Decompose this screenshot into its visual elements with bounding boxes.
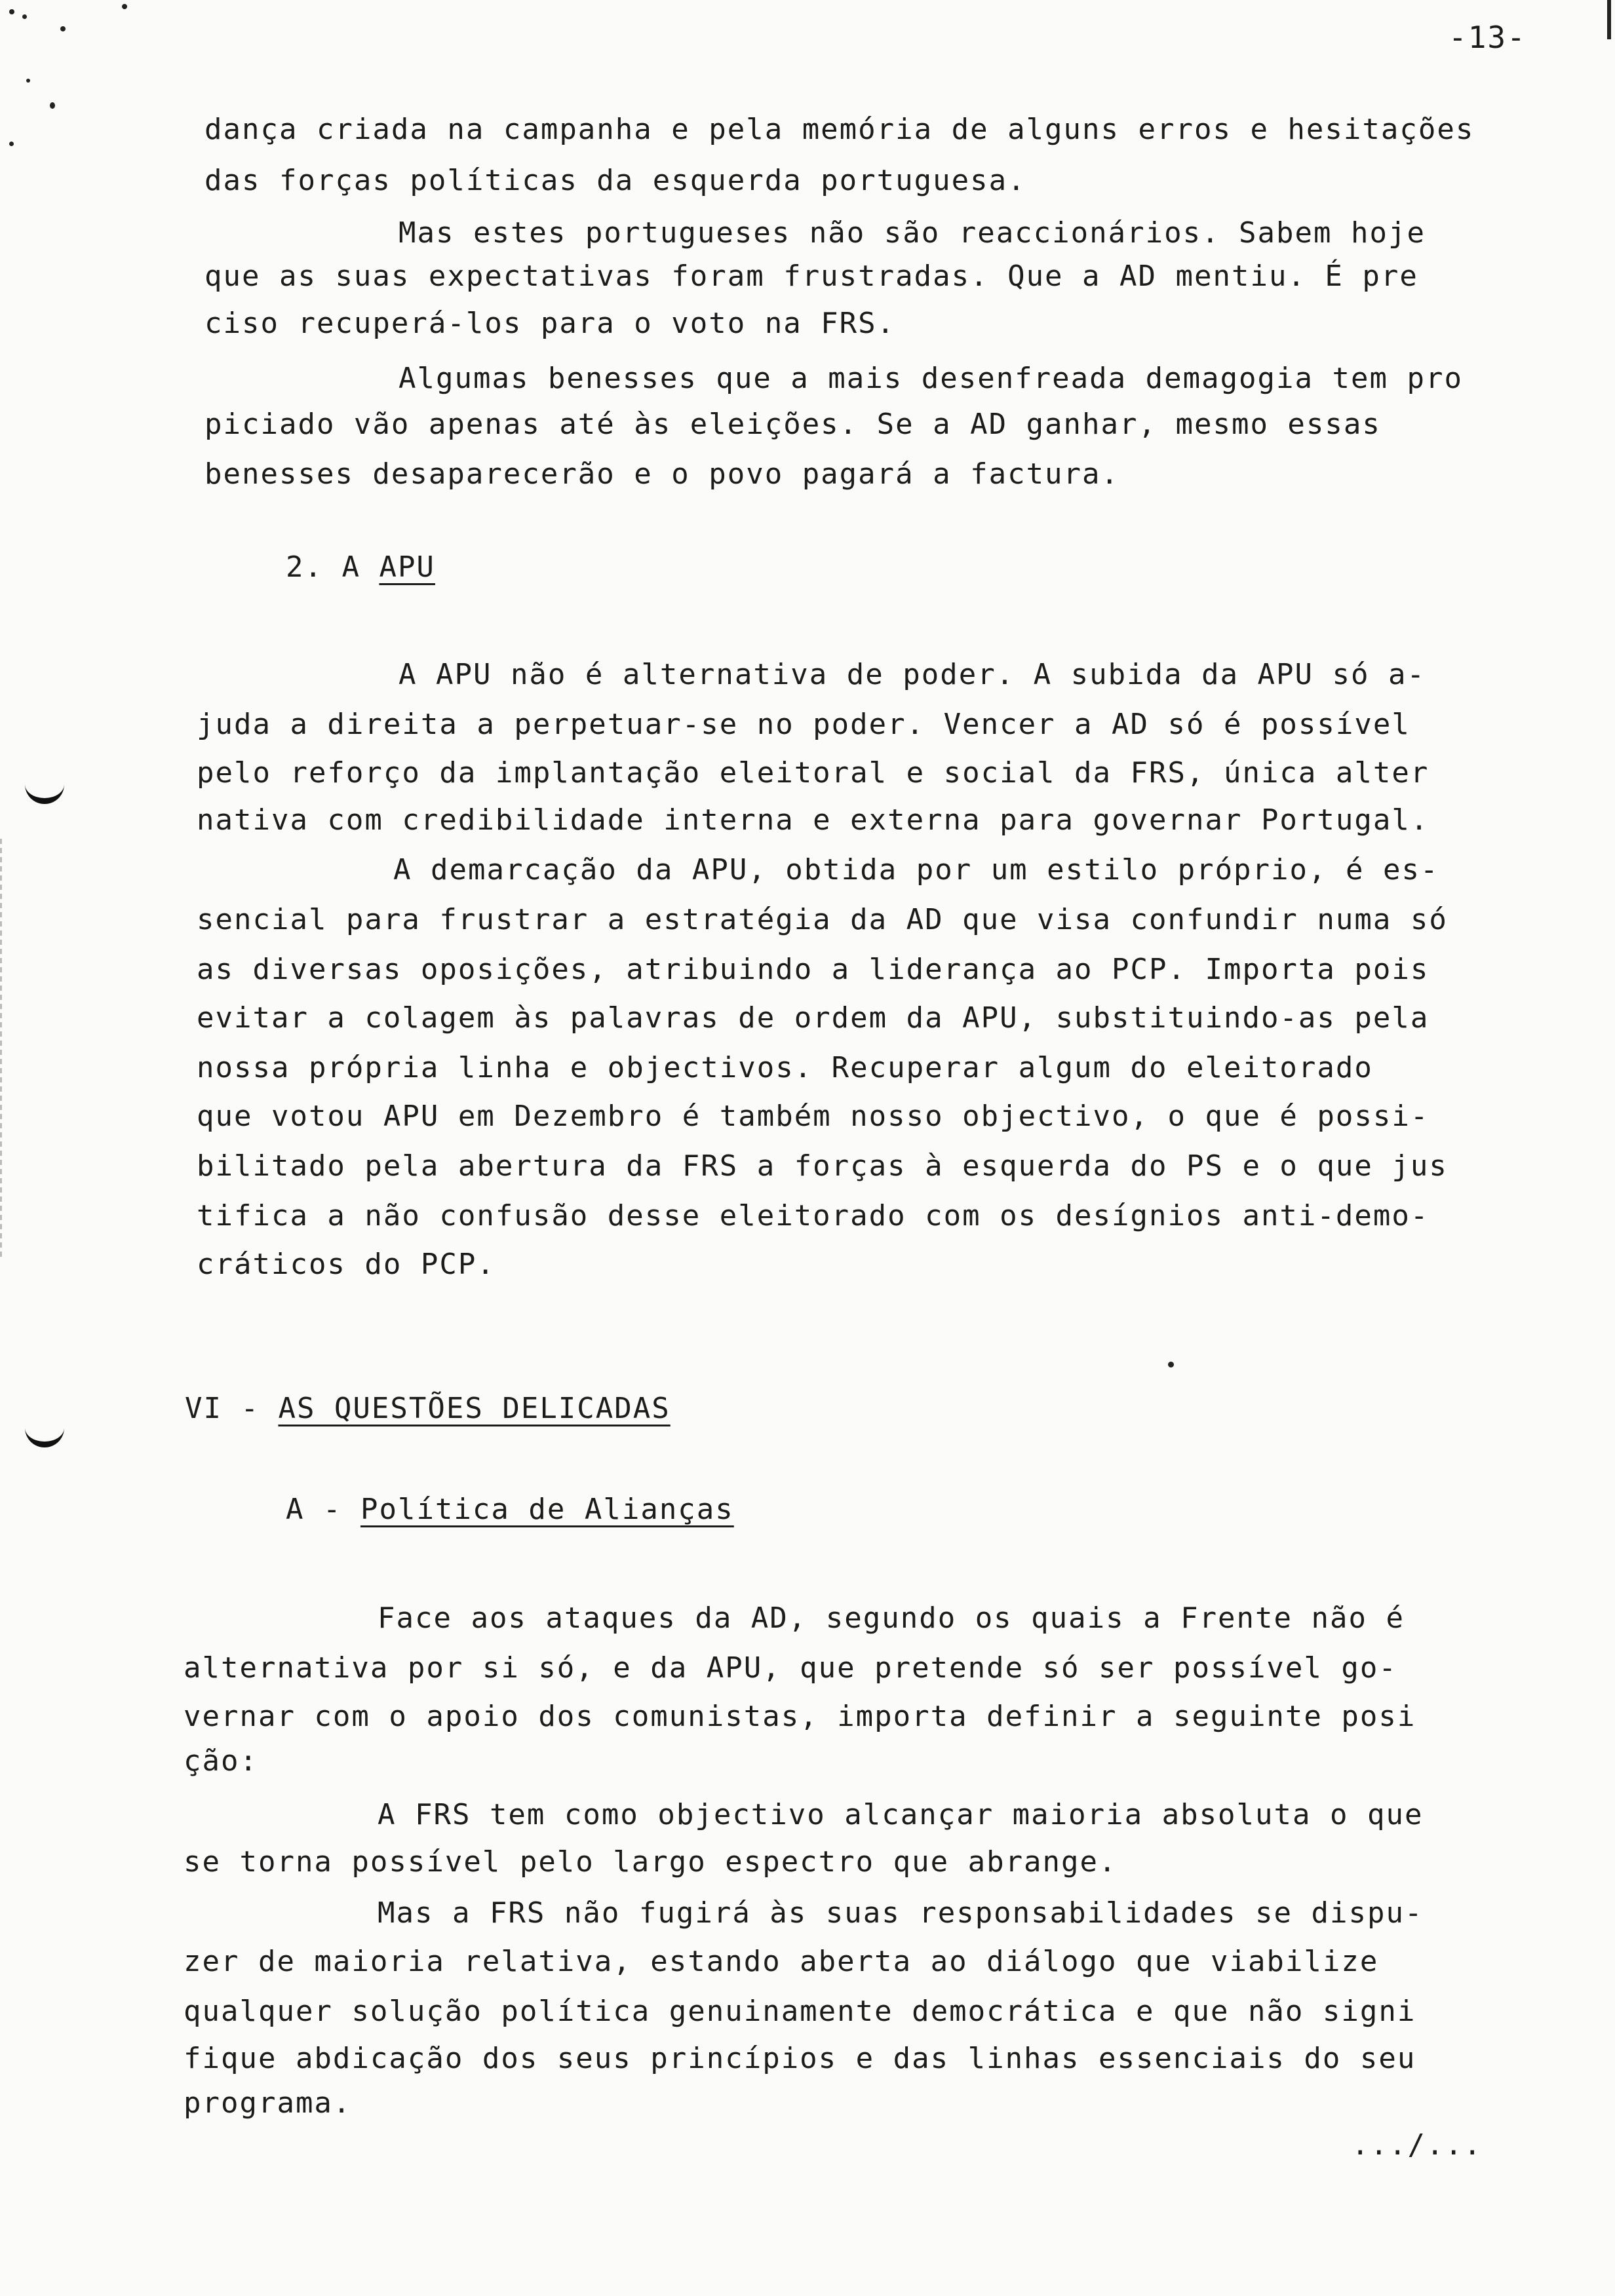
speck-mark [22, 14, 27, 19]
heading-number: 2. A [286, 550, 379, 584]
text-line: A APU não é alternativa de poder. A subida da APU só a- [399, 658, 1426, 691]
text-line: que as suas expectativas foram frustradas. Que a AD mentiu. É pre [204, 259, 1418, 293]
text-line: bilitado pela abertura da FRS a forças à esquerda do PS e o que jus [197, 1149, 1448, 1183]
heading-title: AS QUESTÕES DELICADAS [278, 1392, 671, 1425]
text-line: sencial para frustrar a estratégia da AD que visa confundir numa só [197, 903, 1448, 936]
speck-mark [1168, 1362, 1174, 1368]
heading-title: Política de Alianças [360, 1493, 734, 1526]
speck-mark [60, 26, 66, 31]
text-line: ciso recuperá-los para o voto na FRS. [204, 307, 896, 340]
speck-mark [9, 142, 14, 146]
text-line: evitar a colagem às palavras de ordem da APU, substituindo-as pela [197, 1001, 1430, 1035]
text-line: que votou APU em Dezembro é também nosso objectivo, o que é possi- [197, 1100, 1430, 1133]
apu-heading [286, 548, 435, 587]
text-line: as diversas oposições, atribuindo a liderança ao PCP. Importa pois [197, 953, 1430, 986]
hole-punch-mark [25, 1415, 64, 1447]
text-line: Face aos ataques da AD, segundo os quais a Frente não é [378, 1601, 1405, 1635]
text-line: cráticos do PCP. [197, 1248, 496, 1281]
text-line: programa. [184, 2086, 352, 2120]
speck-mark [122, 4, 127, 9]
binding-edge [0, 839, 2, 1258]
page-number: -13- [1449, 20, 1527, 55]
hole-punch-mark [25, 772, 64, 804]
subsection-a-heading [286, 1490, 734, 1529]
text-line: vernar com o apoio dos comunistas, importa definir a seguinte posi [184, 1700, 1416, 1733]
text-line: piciado vão apenas até às eleições. Se a AD ganhar, mesmo essas [204, 408, 1381, 441]
text-line: zer de maioria relativa, estando aberta ao diálogo que viabilize [184, 1945, 1379, 1978]
text-line: pelo reforço da implantação eleitoral e social da FRS, única alter [197, 756, 1430, 790]
speck-mark [26, 79, 30, 83]
speck-mark [50, 102, 55, 109]
text-line: tifica a não confusão desse eleitorado com os desígnios anti-demo- [197, 1199, 1430, 1233]
text-line: dança criada na campanha e pela memória de alguns erros e hesitações [204, 113, 1475, 146]
text-line: A demarcação da APU, obtida por um estilo próprio, é es- [393, 853, 1439, 887]
heading-number: A - [286, 1493, 360, 1526]
speck-mark [9, 9, 14, 14]
text-line: nativa com credibilidade interna e externa para governar Portugal. [197, 803, 1430, 837]
text-line: se torna possível pelo largo espectro que abrange. [184, 1845, 1118, 1879]
text-line: A FRS tem como objectivo alcançar maioria absoluta o que [378, 1798, 1424, 1831]
text-line: Mas estes portugueses não são reaccionários. Sabem hoje [399, 216, 1426, 250]
text-line: ção: [184, 1744, 258, 1778]
continuation-mark: .../... [1352, 2128, 1483, 2162]
text-line: fique abdicação dos seus princípios e das linhas essenciais do seu [184, 2042, 1416, 2075]
heading-title: APU [379, 550, 435, 584]
section-vi-heading [185, 1389, 671, 1428]
text-line: benesses desaparecerão e o povo pagará a factura. [204, 457, 1120, 491]
text-line: nossa própria linha e objectivos. Recuperar algum do eleitorado [197, 1051, 1373, 1084]
edge-mark [1607, 0, 1611, 39]
text-line: Mas a FRS não fugirá às suas responsabilidades se dispu- [378, 1896, 1424, 1930]
text-line: alternativa por si só, e da APU, que pretende só ser possível go- [184, 1651, 1397, 1685]
heading-number: VI - [185, 1392, 279, 1425]
text-line: das forças políticas da esquerda portuguesa. [204, 164, 1026, 197]
text-line: Algumas benesses que a mais desenfreada demagogia tem pro [399, 362, 1463, 395]
text-line: juda a direita a perpetuar-se no poder. Vencer a AD só é possível [197, 708, 1411, 741]
text-line: qualquer solução política genuinamente democrática e que não signi [184, 1995, 1416, 2028]
